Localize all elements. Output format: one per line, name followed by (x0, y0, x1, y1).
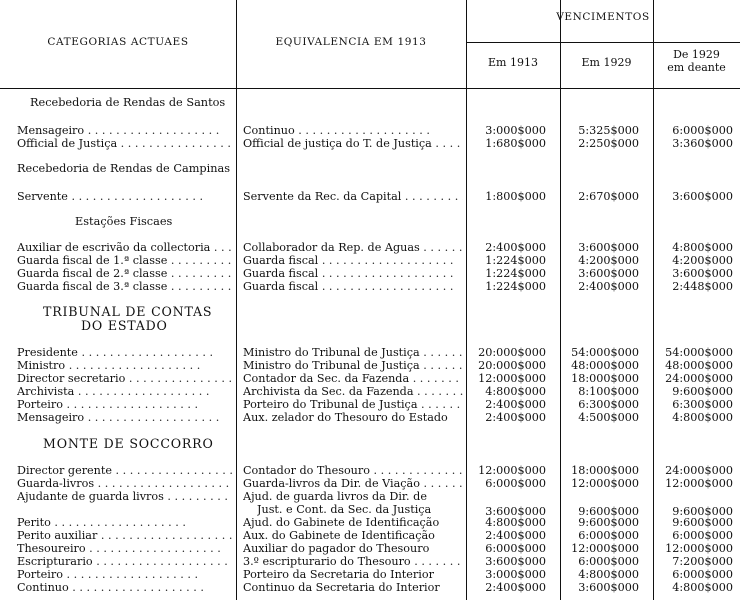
row-value-1913: 4:800$000 (485, 516, 546, 529)
row-value-deante: 9:600$000 (672, 385, 733, 398)
table-row (0, 477, 740, 491)
row-value-1929: 3:600$000 (578, 581, 639, 594)
table-row (0, 241, 740, 255)
table-row (0, 464, 740, 478)
section-title: TRIBUNAL DE CONTAS (43, 304, 213, 319)
row-equivalence: Official de justiça do T. de Justiça . . (243, 137, 463, 151)
row-equivalence: Contador da Sec. da Fazenda . . (243, 372, 463, 386)
row-value-1929: 3:600$000 (578, 267, 639, 280)
header-em-1913: Em 1913 (488, 56, 538, 69)
section-title: Estações Fiscaes (75, 215, 173, 228)
row-value-1913: 2:400$000 (485, 241, 546, 254)
row-equivalence: Continuo da Secretaria do Interior (243, 581, 440, 594)
row-value-1929: 6:000$000 (578, 555, 639, 568)
row-value-1929: 12:000$000 (571, 477, 639, 490)
row-value-deante: 24:000$000 (665, 464, 733, 477)
row-value-1929: 2:250$000 (578, 137, 639, 150)
row-value-1929: 6:300$000 (578, 398, 639, 411)
row-value-1913: 2:400$000 (485, 411, 546, 424)
row-category: Porteiro . . (17, 568, 232, 582)
table-row (0, 411, 740, 425)
row-category: Archivista . . (17, 385, 232, 399)
table-row (0, 190, 740, 204)
row-value-deante: 6:300$000 (672, 398, 733, 411)
row-value-deante: 54:000$000 (665, 346, 733, 359)
row-category: Guarda fiscal de 2.ª classe . . (17, 267, 232, 281)
row-value-deante: 3:600$000 (672, 190, 733, 203)
header-em-1929: Em 1929 (581, 56, 632, 69)
row-value-deante: 4:800$000 (672, 241, 733, 254)
row-category: Mensageiro . . (17, 411, 232, 425)
row-equivalence: Guarda fiscal . . (243, 280, 463, 294)
row-value-1913: 2:400$000 (485, 581, 546, 594)
row-value-1913: 12:000$000 (478, 372, 546, 385)
row-value-1913: 2:400$000 (485, 529, 546, 542)
row-value-1929: 9:600$000 (578, 516, 639, 529)
table-row (0, 490, 740, 504)
row-value-deante: 48:000$000 (665, 359, 733, 372)
row-value-1913: 20:000$000 (478, 359, 546, 372)
row-value-1929: 12:000$000 (571, 542, 639, 555)
row-equivalence: Ajud. do Gabinete de Identificação (243, 516, 440, 529)
row-category: Perito . . (17, 516, 232, 530)
row-equivalence: Ajud. de guarda livros da Dir. de (243, 490, 427, 503)
row-value-deante: 7:200$000 (672, 555, 733, 568)
row-equivalence: Ministro do Tribunal de Justiça . . (243, 359, 463, 373)
row-equivalence: Porteiro do Tribunal de Justiça . . (243, 398, 463, 412)
row-value-deante: 12:000$000 (665, 542, 733, 555)
table-row (0, 385, 740, 399)
row-category: Perito auxiliar . . (17, 529, 232, 543)
header-de-1929: De 1929 (673, 48, 720, 61)
row-category: Servente . . (17, 190, 232, 204)
row-value-deante: 3:600$000 (672, 267, 733, 280)
row-category: Auxiliar de escrivão da collectoria . . (17, 241, 232, 255)
table-row (0, 398, 740, 412)
table-row (0, 124, 740, 138)
row-equivalence: Auxiliar do pagador do Thesouro (243, 542, 430, 555)
row-category: Presidente . . (17, 346, 232, 360)
row-category: Guarda-livros . . (17, 477, 232, 491)
row-value-1913: 3:600$000 (485, 505, 546, 518)
row-value-1913: 1:680$000 (485, 137, 546, 150)
table-row (0, 359, 740, 373)
row-value-1929: 9:600$000 (578, 505, 639, 518)
row-value-1929: 2:400$000 (578, 280, 639, 293)
header-subrule (466, 42, 740, 43)
section-title: MONTE DE SOCCORRO (43, 436, 214, 451)
row-equivalence: Porteiro da Secretaria do Interior (243, 568, 434, 581)
row-value-1913: 12:000$000 (478, 464, 546, 477)
row-value-deante: 12:000$000 (665, 477, 733, 490)
row-equivalence: Continuo . . (243, 124, 463, 138)
row-value-1929: 54:000$000 (571, 346, 639, 359)
table-row (0, 542, 740, 556)
row-equivalence-line2: Just. e Cont. da Sec. da Justiça (257, 503, 432, 516)
row-value-deante: 4:800$000 (672, 411, 733, 424)
row-value-deante: 6:000$000 (672, 568, 733, 581)
row-value-1929: 3:600$000 (578, 241, 639, 254)
row-equivalence: Aux. zelador do Thesouro do Estado (243, 411, 448, 424)
row-category: Ajudante de guarda livros . . (17, 490, 232, 504)
table-row (0, 529, 740, 543)
section-title: Recebedoria de Rendas de Santos (30, 96, 226, 109)
table-row (0, 280, 740, 294)
row-value-1913: 20:000$000 (478, 346, 546, 359)
row-value-deante: 3:360$000 (672, 137, 733, 150)
row-value-deante: 9:600$000 (672, 505, 733, 518)
row-category: Director gerente . . (17, 464, 232, 478)
row-value-1929: 2:670$000 (578, 190, 639, 203)
table-row (0, 568, 740, 582)
table-row (0, 555, 740, 569)
table-row (0, 516, 740, 530)
row-value-deante: 4:200$000 (672, 254, 733, 267)
row-equivalence: Guarda fiscal . . (243, 254, 463, 268)
row-equivalence: Guarda-livros da Dir. de Viação . . (243, 477, 463, 491)
row-value-1913: 6:000$000 (485, 477, 546, 490)
row-equivalence: Ministro do Tribunal de Justiça . . (243, 346, 463, 360)
row-equivalence: Contador do Thesouro . . (243, 464, 463, 478)
row-equivalence: Servente da Rec. da Capital . . (243, 190, 463, 204)
table-row (0, 372, 740, 386)
row-value-1913: 1:224$000 (485, 254, 546, 267)
row-equivalence: Collaborador da Rep. de Aguas . . (243, 241, 463, 255)
header-em-deante: em deante (667, 61, 726, 74)
row-category: Guarda fiscal de 3.ª classe . . (17, 280, 232, 294)
row-value-deante: 6:000$000 (672, 529, 733, 542)
row-equivalence: 3.º escripturario do Thesouro . . (243, 555, 463, 569)
row-value-1913: 6:000$000 (485, 542, 546, 555)
header-categorias: CATEGORIAS ACTUAES (47, 36, 189, 48)
row-value-1913: 3:600$000 (485, 555, 546, 568)
row-value-1913: 4:800$000 (485, 385, 546, 398)
row-value-deante: 4:800$000 (672, 581, 733, 594)
row-equivalence: Aux. do Gabinete de Identificação (243, 529, 435, 542)
row-value-1929: 48:000$000 (571, 359, 639, 372)
row-value-1913: 2:400$000 (485, 398, 546, 411)
header-bottom-rule (0, 88, 740, 89)
table-row (0, 137, 740, 151)
row-category: Mensageiro . . (17, 124, 232, 138)
table-row (0, 346, 740, 360)
header-equivalencia: EQUIVALENCIA EM 1913 (275, 36, 427, 48)
row-value-1913: 3:000$000 (485, 124, 546, 137)
row-value-1929: 4:200$000 (578, 254, 639, 267)
row-category: Official de Justiça . . (17, 137, 232, 151)
row-category: Continuo . . (17, 581, 232, 595)
row-equivalence: Archivista da Sec. da Fazenda . . (243, 385, 463, 399)
row-value-1929: 4:800$000 (578, 568, 639, 581)
row-value-deante: 24:000$000 (665, 372, 733, 385)
row-category: Escripturario . . (17, 555, 232, 569)
header-vencimentos: VENCIMENTOS (556, 11, 650, 23)
row-value-1913: 1:224$000 (485, 280, 546, 293)
row-equivalence: Guarda fiscal . . (243, 267, 463, 281)
table-row (0, 267, 740, 281)
row-category: Ministro . . (17, 359, 232, 373)
row-value-1929: 4:500$000 (578, 411, 639, 424)
row-value-1913: 1:224$000 (485, 267, 546, 280)
row-value-1929: 6:000$000 (578, 529, 639, 542)
row-value-deante: 2:448$000 (672, 280, 733, 293)
row-value-deante: 6:000$000 (672, 124, 733, 137)
row-value-1913: 3:000$000 (485, 568, 546, 581)
row-value-1913: 1:800$000 (485, 190, 546, 203)
row-category: Thesoureiro . . (17, 542, 232, 556)
row-category: Guarda fiscal de 1.ª classe . . (17, 254, 232, 268)
row-value-1929: 18:000$000 (571, 464, 639, 477)
table-row (0, 254, 740, 268)
row-value-1929: 5:325$000 (578, 124, 639, 137)
section-title: Recebedoria de Rendas de Campinas (17, 162, 231, 175)
row-value-deante: 9:600$000 (672, 516, 733, 529)
row-category: Porteiro . . (17, 398, 232, 412)
table-row (0, 581, 740, 595)
row-value-1929: 8:100$000 (578, 385, 639, 398)
row-category: Director secretario . . (17, 372, 232, 386)
row-value-1929: 18:000$000 (571, 372, 639, 385)
section-title-line2: DO ESTADO (81, 318, 168, 333)
